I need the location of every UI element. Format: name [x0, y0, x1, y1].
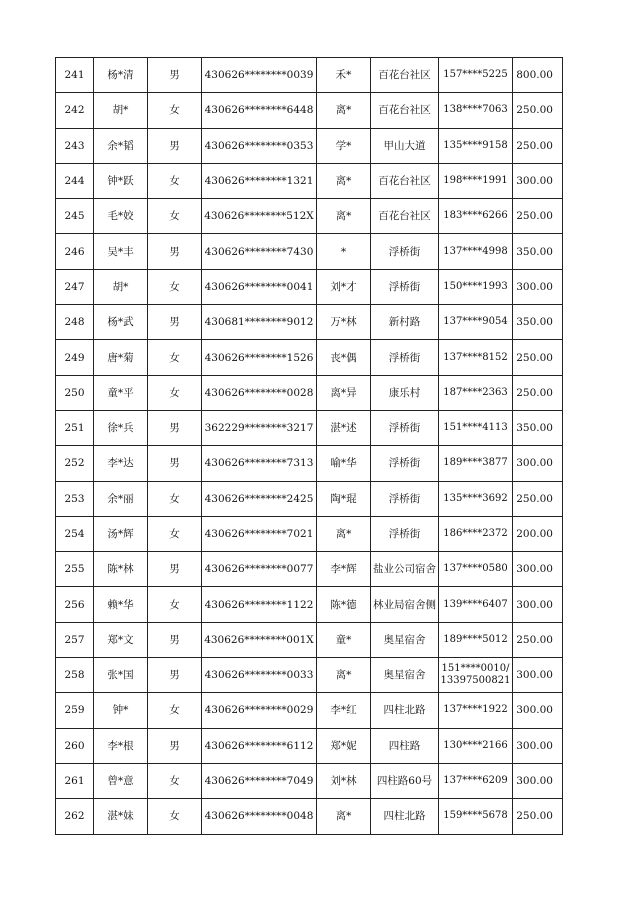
cell-phone	[439, 234, 513, 269]
cell-amount: 250.00	[513, 128, 563, 163]
cell-phone	[439, 763, 513, 798]
cell-gender: 男	[148, 58, 202, 93]
phone-line: 137****4998	[443, 245, 508, 257]
cell-name: 钟*跃	[94, 163, 148, 198]
cell-id-number: 430626********6112	[202, 728, 317, 763]
cell-id-number: 430626********0033	[202, 658, 317, 693]
cell-guardian: 学*	[317, 128, 371, 163]
cell-id-number: 430626********1321	[202, 163, 317, 198]
cell-id-number: 430626********7021	[202, 516, 317, 551]
cell-address: 甲山大道	[371, 128, 439, 163]
cell-address: 四柱路60号	[371, 763, 439, 798]
cell-gender: 女	[148, 340, 202, 375]
cell-amount: 250.00	[513, 340, 563, 375]
cell-id-number: 430626********1122	[202, 587, 317, 622]
cell-index: 251	[56, 410, 94, 445]
cell-name: 曾*意	[94, 763, 148, 798]
cell-address: 浮桥街	[371, 340, 439, 375]
cell-guardian: 陈*德	[317, 587, 371, 622]
cell-name: 余*韬	[94, 128, 148, 163]
cell-guardian: 离*	[317, 516, 371, 551]
cell-guardian: 郑*妮	[317, 728, 371, 763]
cell-gender: 男	[148, 728, 202, 763]
table-row	[56, 199, 563, 234]
cell-address: 浮桥街	[371, 410, 439, 445]
cell-name: 汤*辉	[94, 516, 148, 551]
cell-gender: 女	[148, 93, 202, 128]
cell-guardian: 万*林	[317, 305, 371, 340]
cell-address: 浮桥街	[371, 234, 439, 269]
cell-gender: 男	[148, 234, 202, 269]
cell-amount: 300.00	[513, 552, 563, 587]
cell-phone	[439, 128, 513, 163]
cell-gender: 男	[148, 410, 202, 445]
cell-name: 张*国	[94, 658, 148, 693]
cell-index: 254	[56, 516, 94, 551]
cell-index: 259	[56, 693, 94, 728]
cell-index: 241	[56, 58, 94, 93]
cell-index: 252	[56, 446, 94, 481]
cell-gender: 男	[148, 446, 202, 481]
phone-line: 137****1922	[443, 704, 508, 716]
cell-amount: 350.00	[513, 410, 563, 445]
cell-guardian: 陶*琨	[317, 481, 371, 516]
table-row	[56, 93, 563, 128]
cell-address: 浮桥街	[371, 481, 439, 516]
cell-guardian: 湛*述	[317, 410, 371, 445]
cell-gender: 男	[148, 305, 202, 340]
cell-id-number: 430626********1526	[202, 340, 317, 375]
phone-line: 189****3877	[443, 457, 508, 469]
cell-amount: 300.00	[513, 446, 563, 481]
cell-index: 246	[56, 234, 94, 269]
cell-id-number: 430626********001X	[202, 622, 317, 657]
cell-name: 湛*妹	[94, 799, 148, 834]
cell-gender: 女	[148, 163, 202, 198]
cell-address: 奥星宿舍	[371, 622, 439, 657]
phone-line: 135****9158	[443, 139, 508, 151]
table-row	[56, 269, 563, 304]
cell-gender: 男	[148, 658, 202, 693]
cell-name: 余*丽	[94, 481, 148, 516]
cell-phone	[439, 410, 513, 445]
cell-index: 250	[56, 375, 94, 410]
phone-line: 159****5678	[443, 810, 508, 822]
cell-address: 百花台社区	[371, 163, 439, 198]
cell-id-number: 430626********512X	[202, 199, 317, 234]
phone-line: 157****5225	[443, 69, 508, 81]
cell-amount: 350.00	[513, 305, 563, 340]
cell-phone	[439, 587, 513, 622]
cell-amount: 250.00	[513, 375, 563, 410]
cell-index: 253	[56, 481, 94, 516]
cell-guardian: *	[317, 234, 371, 269]
cell-index: 256	[56, 587, 94, 622]
cell-address: 奥星宿舍	[371, 658, 439, 693]
cell-name: 李*达	[94, 446, 148, 481]
cell-id-number: 430626********0028	[202, 375, 317, 410]
cell-name: 赖*华	[94, 587, 148, 622]
cell-guardian: 离*	[317, 199, 371, 234]
cell-amount: 250.00	[513, 481, 563, 516]
cell-gender: 女	[148, 763, 202, 798]
cell-amount: 200.00	[513, 516, 563, 551]
cell-address: 浮桥街	[371, 446, 439, 481]
cell-phone	[439, 199, 513, 234]
cell-name: 李*根	[94, 728, 148, 763]
cell-phone	[439, 58, 513, 93]
cell-index: 255	[56, 552, 94, 587]
cell-index: 243	[56, 128, 94, 163]
cell-address: 四柱北路	[371, 799, 439, 834]
cell-phone	[439, 340, 513, 375]
cell-guardian: 离*	[317, 799, 371, 834]
cell-id-number: 430626********0029	[202, 693, 317, 728]
cell-gender: 男	[148, 552, 202, 587]
cell-amount: 300.00	[513, 658, 563, 693]
table-row	[56, 693, 563, 728]
cell-id-number: 430626********0077	[202, 552, 317, 587]
cell-amount: 300.00	[513, 269, 563, 304]
cell-amount: 350.00	[513, 234, 563, 269]
cell-name: 杨*武	[94, 305, 148, 340]
table-row	[56, 128, 563, 163]
table-row	[56, 763, 563, 798]
phone-line: 137****8152	[443, 351, 508, 363]
cell-address: 浮桥街	[371, 269, 439, 304]
cell-name: 童*平	[94, 375, 148, 410]
cell-amount: 300.00	[513, 587, 563, 622]
cell-phone	[439, 305, 513, 340]
cell-phone	[439, 446, 513, 481]
cell-id-number: 430681********9012	[202, 305, 317, 340]
cell-address: 百花台社区	[371, 93, 439, 128]
cell-guardian: 李*辉	[317, 552, 371, 587]
table-row	[56, 234, 563, 269]
cell-amount: 250.00	[513, 622, 563, 657]
cell-gender: 男	[148, 622, 202, 657]
cell-guardian: 李*红	[317, 693, 371, 728]
cell-phone	[439, 693, 513, 728]
table-row	[56, 163, 563, 198]
cell-id-number: 430626********6448	[202, 93, 317, 128]
cell-name: 吴*丰	[94, 234, 148, 269]
cell-address: 四柱北路	[371, 693, 439, 728]
cell-id-number: 430626********0353	[202, 128, 317, 163]
table-row	[56, 587, 563, 622]
cell-guardian: 禾*	[317, 58, 371, 93]
cell-name: 徐*兵	[94, 410, 148, 445]
cell-gender: 女	[148, 799, 202, 834]
table-row	[56, 375, 563, 410]
cell-phone	[439, 799, 513, 834]
table-row	[56, 658, 563, 693]
cell-name: 钟*	[94, 693, 148, 728]
cell-index: 247	[56, 269, 94, 304]
cell-phone	[439, 658, 513, 693]
cell-id-number: 430626********2425	[202, 481, 317, 516]
phone-line: 137****6209	[443, 775, 508, 787]
cell-gender: 女	[148, 199, 202, 234]
cell-address: 林业局宿舍侧	[371, 587, 439, 622]
table-row	[56, 552, 563, 587]
cell-name: 毛*姣	[94, 199, 148, 234]
cell-address: 新村路	[371, 305, 439, 340]
cell-index: 248	[56, 305, 94, 340]
cell-id-number: 430626********7313	[202, 446, 317, 481]
cell-name: 杨*清	[94, 58, 148, 93]
cell-amount: 250.00	[513, 93, 563, 128]
cell-guardian: 离*	[317, 163, 371, 198]
table-row	[56, 410, 563, 445]
cell-index: 258	[56, 658, 94, 693]
cell-guardian: 刘*林	[317, 763, 371, 798]
cell-phone	[439, 163, 513, 198]
phone-line: 135****3692	[443, 492, 508, 504]
cell-phone	[439, 481, 513, 516]
table-row	[56, 622, 563, 657]
cell-amount: 300.00	[513, 763, 563, 798]
cell-index: 242	[56, 93, 94, 128]
cell-index: 244	[56, 163, 94, 198]
cell-address: 盐业公司宿舍	[371, 552, 439, 587]
cell-guardian: 喻*华	[317, 446, 371, 481]
phone-line: 150****1993	[443, 280, 508, 292]
table-row	[56, 516, 563, 551]
cell-phone	[439, 269, 513, 304]
cell-amount: 300.00	[513, 693, 563, 728]
phone-line: 137****9054	[443, 316, 508, 328]
cell-index: 261	[56, 763, 94, 798]
cell-name: 郑*文	[94, 622, 148, 657]
table-row	[56, 58, 563, 93]
cell-gender: 女	[148, 587, 202, 622]
cell-amount: 800.00	[513, 58, 563, 93]
table-row	[56, 446, 563, 481]
records-table	[55, 57, 563, 835]
cell-amount: 300.00	[513, 163, 563, 198]
cell-gender: 女	[148, 516, 202, 551]
cell-gender: 男	[148, 128, 202, 163]
cell-id-number: 430626********0048	[202, 799, 317, 834]
cell-guardian: 丧*偶	[317, 340, 371, 375]
table-row	[56, 340, 563, 375]
cell-name: 唐*菊	[94, 340, 148, 375]
cell-address: 百花台社区	[371, 199, 439, 234]
cell-id-number: 430626********7430	[202, 234, 317, 269]
cell-amount: 300.00	[513, 728, 563, 763]
phone-line: 189****5012	[443, 633, 508, 645]
cell-gender: 女	[148, 375, 202, 410]
table-row	[56, 481, 563, 516]
phone-line: 13397500821	[440, 675, 511, 687]
phone-line: 138****7063	[443, 104, 508, 116]
cell-phone	[439, 93, 513, 128]
cell-address: 四柱路	[371, 728, 439, 763]
table-row	[56, 305, 563, 340]
cell-amount: 250.00	[513, 799, 563, 834]
cell-index: 260	[56, 728, 94, 763]
cell-amount: 250.00	[513, 199, 563, 234]
records-table-body	[56, 58, 563, 835]
phone-line: 137****0580	[443, 563, 508, 575]
cell-index: 262	[56, 799, 94, 834]
table-row	[56, 799, 563, 834]
cell-id-number: 430626********0039	[202, 58, 317, 93]
cell-phone	[439, 375, 513, 410]
phone-line: 183****6266	[443, 210, 508, 222]
cell-index: 257	[56, 622, 94, 657]
cell-index: 245	[56, 199, 94, 234]
cell-address: 康乐村	[371, 375, 439, 410]
phone-line: 187****2363	[443, 386, 508, 398]
cell-id-number: 430626********0041	[202, 269, 317, 304]
cell-gender: 女	[148, 481, 202, 516]
phone-line: 198****1991	[443, 175, 508, 187]
phone-line: 151****4113	[443, 422, 508, 434]
cell-phone	[439, 516, 513, 551]
cell-guardian: 刘*才	[317, 269, 371, 304]
cell-guardian: 离*异	[317, 375, 371, 410]
phone-line: 186****2372	[443, 528, 508, 539]
cell-phone	[439, 552, 513, 587]
document-page	[55, 57, 562, 835]
cell-name: 陈*林	[94, 552, 148, 587]
cell-guardian: 童*	[317, 622, 371, 657]
cell-phone	[439, 622, 513, 657]
cell-phone	[439, 728, 513, 763]
cell-name: 胡*	[94, 269, 148, 304]
cell-id-number: 362229********3217	[202, 410, 317, 445]
phone-line: 139****6407	[443, 598, 508, 610]
phone-line: 151****0010/	[441, 663, 510, 675]
cell-id-number: 430626********7049	[202, 763, 317, 798]
cell-guardian: 离*	[317, 93, 371, 128]
phone-line: 130****2166	[443, 739, 508, 751]
cell-address: 百花台社区	[371, 58, 439, 93]
table-row	[56, 728, 563, 763]
cell-index: 249	[56, 340, 94, 375]
cell-guardian: 离*	[317, 658, 371, 693]
cell-gender: 女	[148, 693, 202, 728]
cell-gender: 女	[148, 269, 202, 304]
cell-address: 浮桥街	[371, 516, 439, 551]
cell-name: 胡*	[94, 93, 148, 128]
